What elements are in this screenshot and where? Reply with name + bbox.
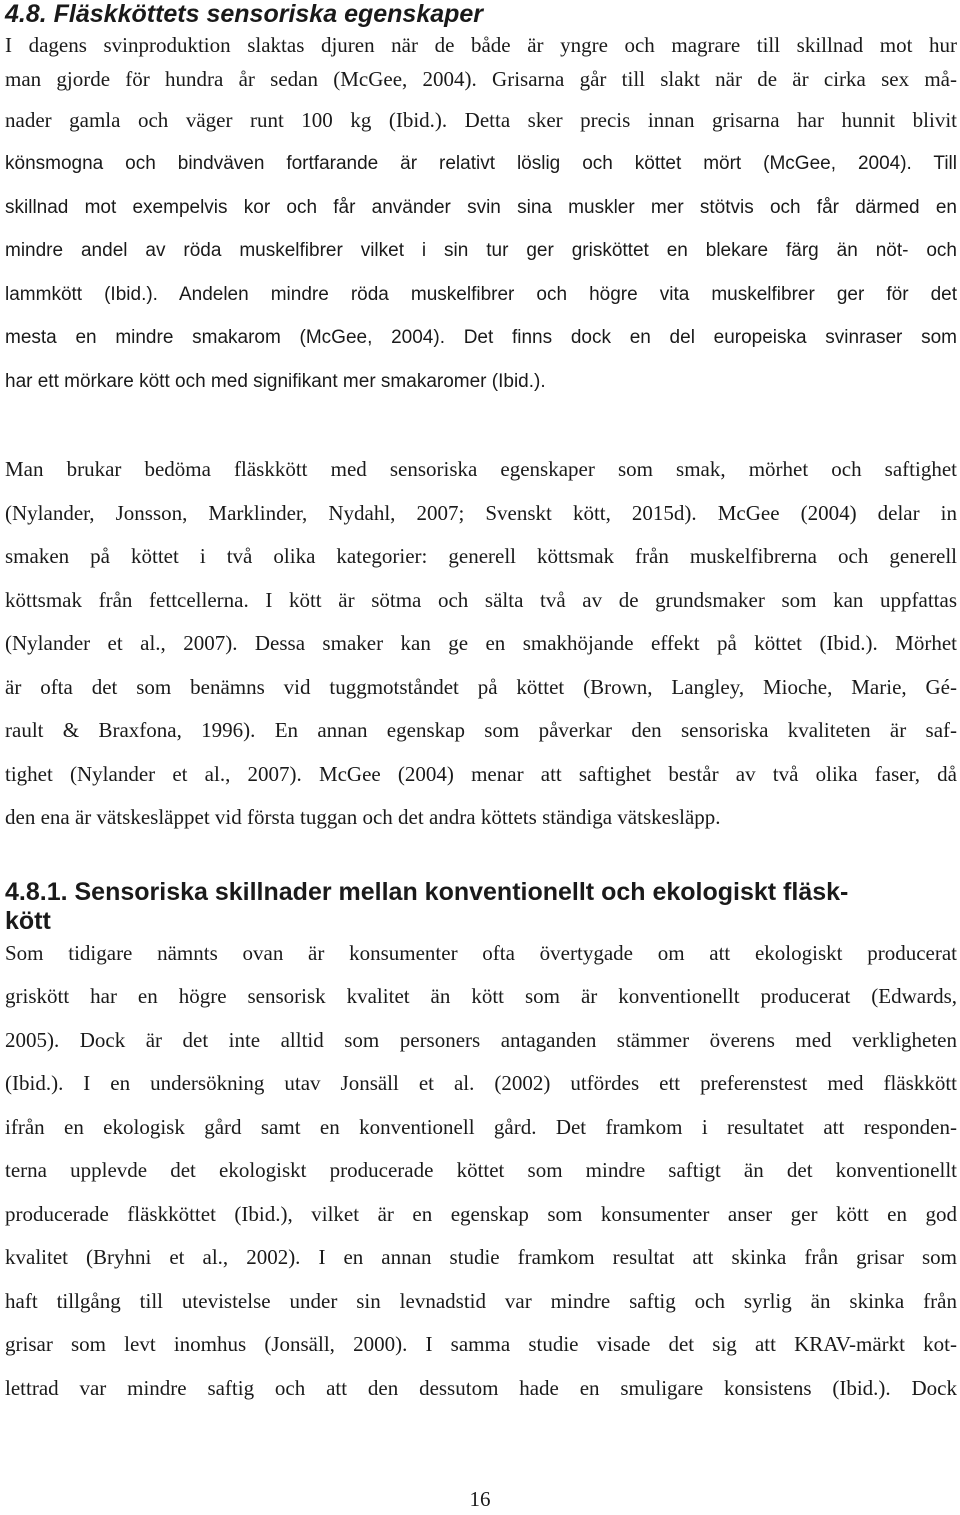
text-line: könsmogna och bindväven fortfarande är relativt löslig och köttet mört (McGee, 2004). Till bbox=[5, 153, 957, 174]
text-line: haft tillgång till utevistelse under sin levnadstid var mindre saftig och syrlig än skinka från bbox=[5, 1288, 957, 1313]
section-paragraph-1 bbox=[5, 31, 957, 403]
text-line: griskött har en högre sensorisk kvalitet än kött som är konventionellt producerat (Edwards, bbox=[5, 984, 957, 1008]
text-line: 2005). Dock är det inte alltid som personers antaganden stämmer överens med verkligheten bbox=[5, 1027, 957, 1052]
text-line: lettrad var mindre saftig och att den dessutom hade en smuligare konsistens (Ibid.). Dock bbox=[5, 1375, 957, 1400]
text-line: producerade fläskköttet (Ibid.), vilket är en egenskap som konsumenter anser ger kött en god bbox=[5, 1201, 957, 1226]
document-page bbox=[5, 0, 957, 1410]
text-line: är ofta det som benämns vid tuggmotståndet på köttet (Brown, Langley, Mioche, Marie, Gé- bbox=[5, 674, 957, 699]
text-line: Som tidigare nämnts ovan är konsumenter ofta övertygade om att ekologiskt producerat bbox=[5, 940, 957, 965]
text-line: I dagens svinproduktion slaktas djuren när de både är yngre och magrare till skillnad mot hur bbox=[5, 33, 957, 57]
text-line: (Nylander, Jonsson, Marklinder, Nydahl, 2007; Svenskt kött, 2015d). McGee (2004) delar in bbox=[5, 500, 957, 525]
text-line: (Ibid.). I en undersökning utav Jonsäll et al. (2002) utfördes ett preferenstest med fläskkött bbox=[5, 1071, 957, 1095]
text-line: Man brukar bedöma fläskkött med sensoriska egenskaper som smak, mörhet och saftighet bbox=[5, 457, 957, 481]
text-line: terna upplevde det ekologiskt producerade köttet som mindre saftigt än det konventionellt bbox=[5, 1158, 957, 1182]
section-heading: 4.8. Fläskköttets sensoriska egenskaper bbox=[5, 0, 484, 28]
text-line: köttsmak från fettcellerna. I kött är sötma och sälta två av de grundsmaker som kan uppfattas bbox=[5, 587, 957, 612]
text-line: man gjorde för hundra år sedan (McGee, 2004). Grisarna går till slakt när de är cirka sex må- bbox=[5, 67, 957, 91]
subsection-heading-line-2: kött bbox=[5, 906, 51, 935]
text-line: smaken på köttet i två olika kategorier: generell köttsmak från muskelfibrerna och generell bbox=[5, 544, 957, 568]
text-line: tighet (Nylander et al., 2007). McGee (2004) menar att saftighet består av två olika faser, då bbox=[5, 761, 957, 786]
text-line: skillnad mot exempelvis kor och får använder svin sina muskler mer stötvis och får därmed en bbox=[5, 196, 957, 218]
text-line: mindre andel av röda muskelfibrer vilket i sin tur ger grisköttet en blekare färg än nöt- och bbox=[5, 240, 957, 261]
text-line: (Nylander et al., 2007). Dessa smaker kan ge en smakhöjande effekt på köttet (Ibid.). Mörhet bbox=[5, 631, 957, 655]
text-line: grisar som levt inomhus (Jonsäll, 2000). I samma studie visade det sig att KRAV-märkt kot- bbox=[5, 1332, 957, 1356]
subsection-paragraph-1 bbox=[5, 932, 957, 1411]
text-line: mesta en mindre smakarom (McGee, 2004). Det finns dock en del europeiska svinraser som bbox=[5, 327, 957, 348]
text-line: har ett mörkare kött och med signifikant mer smakaromer (Ibid.). bbox=[5, 370, 546, 392]
text-line: rault & Braxfona, 1996). En annan egenskap som påverkar den sensoriska kvaliteten är saf- bbox=[5, 718, 957, 742]
subsection-heading-line-1: 4.8.1. Sensoriska skillnader mellan konventionellt och ekologiskt fläsk- bbox=[5, 877, 849, 906]
text-line: ifrån en ekologisk gård samt en konventionell gård. Det framkom i resultatet att responden- bbox=[5, 1114, 957, 1139]
text-line: kvalitet (Bryhni et al., 2002). I en annan studie framkom resultat att skinka från grisar som bbox=[5, 1245, 957, 1269]
section-paragraph-2 bbox=[5, 448, 957, 840]
text-line: nader gamla och väger runt 100 kg (Ibid.). Detta sker precis innan grisarna har hunnit blivit bbox=[5, 108, 957, 132]
page-number: 16 bbox=[469, 1487, 491, 1511]
subsection-heading bbox=[5, 878, 957, 936]
text-line: lammkött (Ibid.). Andelen mindre röda muskelfibrer och högre vita muskelfibrer ger för det bbox=[5, 283, 957, 305]
text-line: den ena är vätskesläppet vid första tuggan och det andra köttets ständiga vätskesläpp. bbox=[5, 805, 721, 829]
